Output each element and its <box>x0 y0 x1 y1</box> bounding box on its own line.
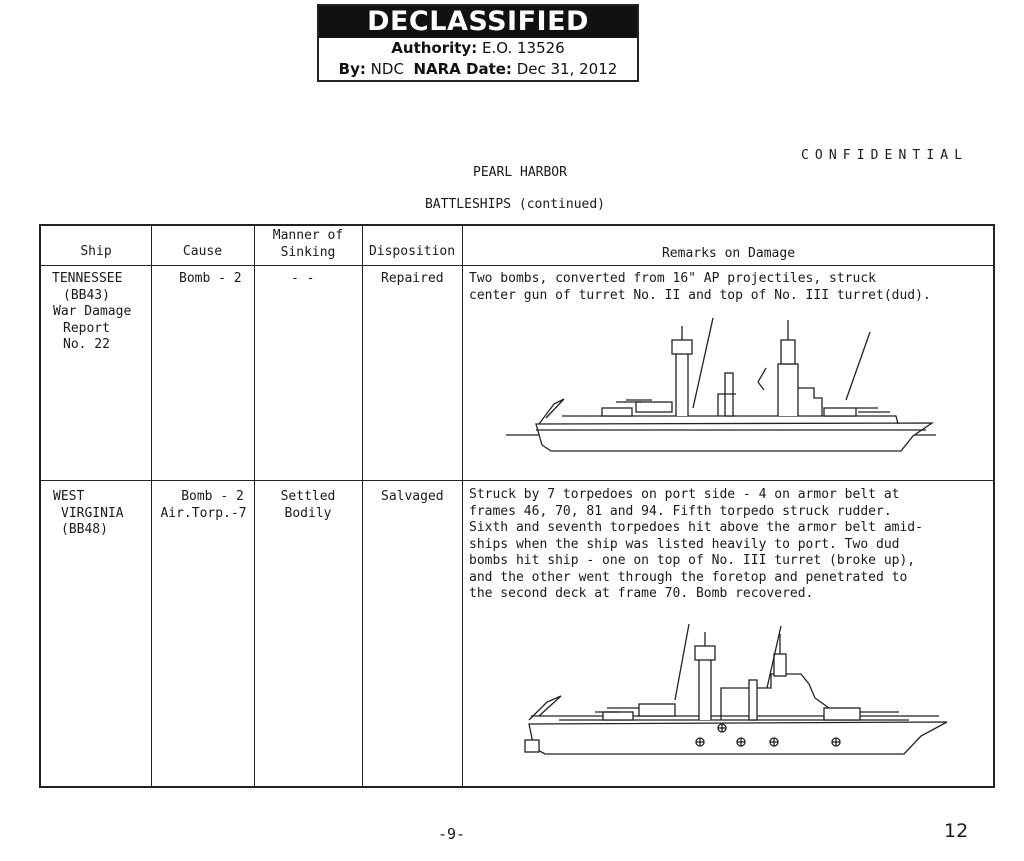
col-divider-manner <box>362 226 363 786</box>
west-virginia-damage-diagram <box>509 624 969 764</box>
document-title: PEARL HARBOR <box>473 165 567 180</box>
row2-remarks-line: and the other went through the foretop and penetrated to <box>469 569 908 585</box>
page-number-center: -9- <box>438 825 466 843</box>
row1-cause: Bomb - 2 <box>179 271 242 286</box>
turret-3 <box>824 408 856 416</box>
col-header-disposition: Disposition <box>368 244 456 259</box>
turret-1 <box>603 712 633 720</box>
stamp-date-value: Dec 31, 2012 <box>516 60 618 78</box>
funnel <box>749 680 757 720</box>
turret-1 <box>602 408 632 416</box>
turret-guns-aft <box>856 408 890 412</box>
row2-ship-line: (BB48) <box>61 522 108 537</box>
row2-remarks-line: bombs hit ship - one on top of No. III turret (broke up), <box>469 553 916 568</box>
col-header-manner-line1: Manner of <box>272 228 344 243</box>
row2-manner <box>254 489 362 522</box>
stamp-date-label: NARA Date: <box>413 60 512 78</box>
row1-ship-line: No. 22 <box>63 337 110 352</box>
stamp-title: DECLASSIFIED <box>319 6 637 38</box>
row2-disposition: Salvaged <box>381 489 444 504</box>
col-divider-ship <box>151 226 152 786</box>
row2-remarks-line: Sixth and seventh torpedoes hit above the armor belt amid- <box>469 520 923 535</box>
col-header-manner-line2: Sinking <box>280 244 336 260</box>
row2-remarks-line: the second deck at frame 70. Bomb recovered. <box>469 586 814 601</box>
row2-ship-line: VIRGINIA <box>61 505 124 521</box>
stamp-by-value: NDC <box>370 60 404 78</box>
turret-2 <box>636 402 672 412</box>
row2-cause <box>153 489 254 522</box>
after-tower <box>778 364 798 416</box>
aft-top <box>781 340 795 364</box>
stern-box <box>525 740 539 752</box>
bomb-arrow-2 <box>758 368 766 390</box>
row1-ship-line: TENNESSEE <box>52 271 123 286</box>
classification-marking: CONFIDENTIAL <box>801 148 969 163</box>
row2-remarks-line: frames 46, 70, 81 and 94. Fifth torpedo struck rudder. <box>469 503 892 519</box>
row1-ship <box>53 271 149 354</box>
page-number-right: 12 <box>944 820 969 842</box>
col-header-remarks: Remarks on Damage <box>661 246 796 261</box>
document-subtitle: BATTLESHIPS (continued) <box>424 197 605 212</box>
stamp-authority-label: Authority: <box>391 39 478 57</box>
forward-tower <box>676 352 688 416</box>
header-row-divider <box>41 265 993 266</box>
stamp-by-label: By: <box>338 60 366 78</box>
col-header-manner <box>254 228 362 261</box>
hull-outline <box>529 722 947 754</box>
col-header-cause: Cause <box>182 244 223 259</box>
row1-manner: - - <box>291 271 315 286</box>
row1-remarks <box>469 271 931 304</box>
col-header-ship: Ship <box>80 244 112 259</box>
row2-cause-line: Bomb - 2 <box>181 489 244 504</box>
bomb-arrow-1 <box>693 318 713 408</box>
row2-remarks-line: ships when the ship was listed heavily to port. Two dud <box>469 536 900 552</box>
bomb-arrow-3 <box>846 332 870 400</box>
stamp-by-line <box>319 59 637 80</box>
damage-table <box>39 224 995 788</box>
stamp-authority-line <box>319 38 637 59</box>
row1-ship-line: War Damage <box>53 304 132 319</box>
row2-manner-line: Settled <box>280 489 336 504</box>
stamp-authority-value: E.O. 13526 <box>482 39 565 57</box>
forward-tower <box>699 658 711 720</box>
row1-remarks-line: Two bombs, converted from 16" AP projectiles, struck <box>469 271 876 286</box>
bomb-arrow-1 <box>675 624 689 700</box>
turret-2 <box>639 704 675 716</box>
turret-3 <box>824 708 860 720</box>
row1-ship-line: Report <box>63 320 110 336</box>
foretop <box>695 646 715 660</box>
declassified-stamp <box>317 4 639 82</box>
row1-disposition: Repaired <box>381 271 444 286</box>
row2-manner-line: Bodily <box>284 505 332 521</box>
tennessee-damage-diagram <box>506 318 946 478</box>
row1-remarks-line: center gun of turret No. II and top of No. III turret(dud). <box>469 287 931 303</box>
foretop <box>672 340 692 354</box>
row2-cause-line: Air.Torp.-7 <box>160 505 247 521</box>
bow-shield <box>539 399 564 424</box>
hull-outline <box>536 423 932 451</box>
superstructure <box>721 674 829 720</box>
aft-tower <box>774 654 786 676</box>
row2-remarks <box>469 487 923 603</box>
row2-ship-line: WEST <box>53 489 85 504</box>
row1-ship-line: (BB43) <box>63 287 110 303</box>
col-divider-disposition <box>462 226 463 786</box>
row-divider <box>41 480 993 481</box>
row2-remarks-line: Struck by 7 torpedoes on port side - 4 on armor belt at <box>469 487 900 502</box>
row2-ship <box>53 489 124 539</box>
aft-superstructure <box>798 388 822 416</box>
